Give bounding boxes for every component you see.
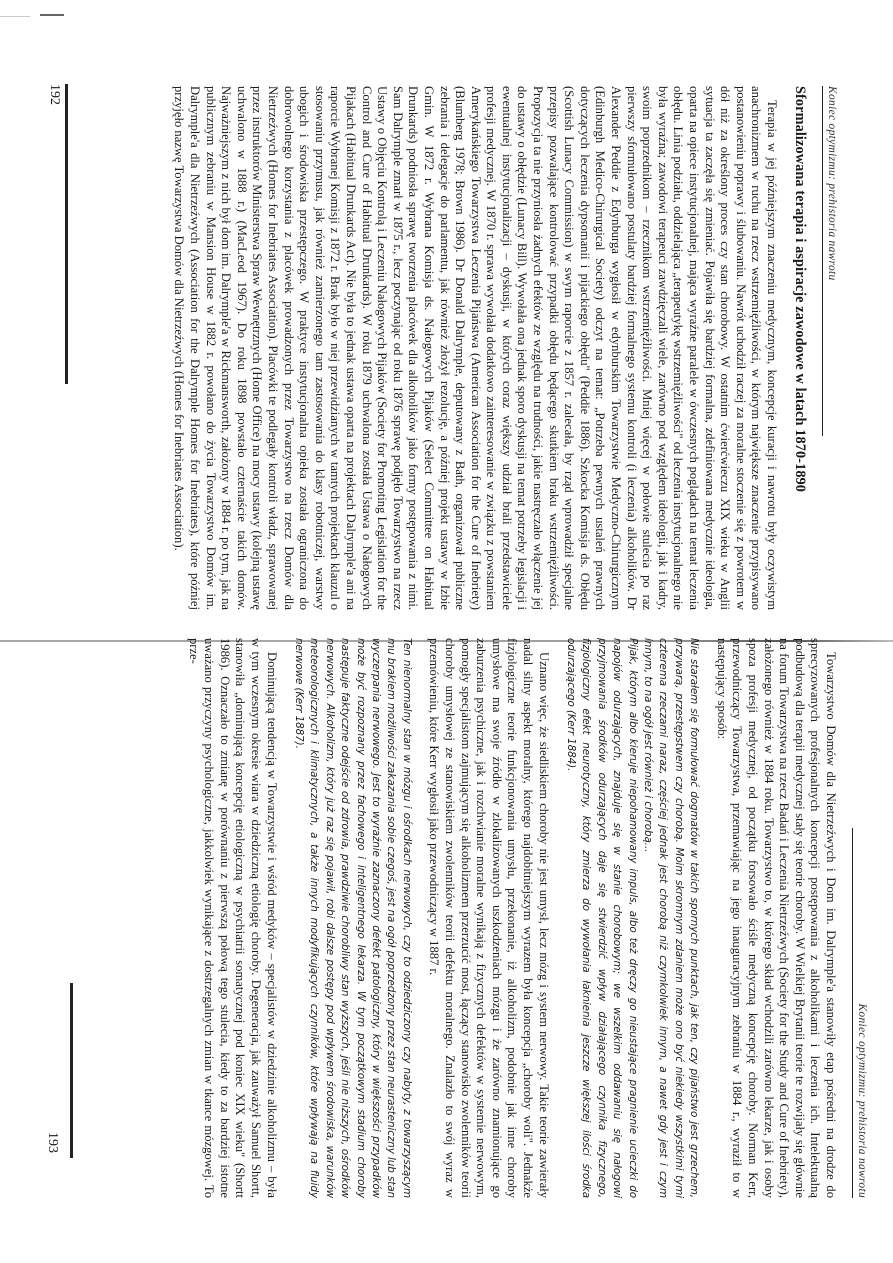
scan-artifact — [0, 16, 30, 17]
footer-rule — [71, 983, 74, 1158]
right-page — [28, 638, 868, 1198]
quote-paragraph: Nie starałem się formułować dogmatów w takich spornych punktach, jak ten, czy pijaństwo jest grzechem, przywarą, przestępstwem czy chorobą. Moim skromnym zdaniem może ono być niekiedy wszystkimi tymi czterema rzeczami naraz, częściej jednak jest chorobą niż czymkolwiek innym, a nawet gdy jest i czym innym, to na ogół jest również i chorobą... — [642, 638, 701, 1198]
left-page — [28, 86, 838, 610]
block-quote — [291, 638, 414, 1198]
quote-paragraph: Pijak, którym albo kieruje niepohamowany impuls, albo też dręczy go nieustające pragnienie ucieczki do napojów odurzających, znajduje się w stanie chorobowym; we wszelkim oddawaniu się nałogowi przyjmowania środków odurzających daje się stwierdzić wpływ działającego czynnika fizycznego, fizjologiczny efekt neurotyczny, który zmierza do wywołania łaknienia jeszcze większej ilości środka odurzającego (Kerr 1884). — [565, 638, 639, 1198]
body-paragraph: Uznano więc, że siedliskiem choroby nie jest umysł, lecz mózg i system nerwowy. Takie teorie zawierały nadal silny aspekt moralny, którego najdobitniejszym wyrazem była koncepcja „choroby woli". Jednakże fizjologiczne teorie funkcjonowania umysłu, przekonanie, iż alkoholizm, podobnie jak inne choroby umysłowe ma swoje źródło w zlokalizowanych uszkodzeniach mózgu i że zarówno znamionujące go zaburzenia psychiczne, jak i rozchwianie moralne wynikają z fizycznych defektów w systemie nerwowym, pomogły specjalistom zajmującym się alkoholizmem przerzucić most, łączący stanowisko zwolenników teorii choroby umysłowej ze stanowiskiem zwolenników teorii defektu moralnego. Znalazło to swój wyraz w przemówieniu, które Kerr wygłosił jako przewodniczący w 1887 r. — [427, 638, 551, 1198]
body-paragraph: Terapia w jej późniejszym znaczeniu medycznym, koncepcje kuracji i nawrotu były oczywistym anachronizmem w ruchu na rzecz wstrzemięźliwości, w którym największe znaczenie przypisywano postanowieniu poprawy i ślubowaniu. Nawrót uchodził raczej za moralne stoczenie się z powrotem w dół niż za określony proces czy stan chorobowy. W ostatnim ćwierćwieczu XIX wieku w Anglii sytuacja ta zaczęła się zmieniać. Pojawiła się bardziej formalna, zdefiniowana medycznie ideologia, oparta na opiece instytucjonalnej, mająca wyraźne paralele w ówczesnych poglądach na temat leczenia obłędu. Linia podziału, oddzielająca „terapeutykę wstrzemięźliwości" od leczenia instytucjonalnego nie była wyraźna; zawodowi terapeuci zawdzięczali wiele, zarówno pod względem ideologii, jak i kadry, swoim poprzednikom – rzecznikom wstrzemięźliwości. Mniej więcej w połowie stulecia po raz pierwszy sformułowano postulaty bardziej formalnego systemu kontroli (i leczenia) alkoholików. Dr Alexander Peddie z Edynburga wygłosił w edynburskim Towarzystwie Medyczno-Chirurgicznym (Edinburgh Medico-Chirurgical Society) odczyt na temat: „Potrzeba pewnych ustaleń prawnych dotyczących leczenia dypsomanii i pijackiego obłędu" (Peddie 1886). Szkocka Komisja ds. Obłędu (Scottish Lunacy Commission) w swym raporcie z 1857 r. zalecała, by rząd wprowadził specjalne przepisy pozwalające kontrolować przypadki obłędu będącego skutkiem braku wstrzemięźliwości. Propozycja ta nie przyniosła żadnych efektów ze względu na trudności, jakie nastręczało włączenie jej do ustawy o obłędzie (Lunacy Bill). Wywołała ona jednak sporo dyskusji na temat potrzeby legislacji i ewentualnej instytucjonalizacji – dyskusji, w których coraz większy udział brali przedstawiciele profesji medycznej. W 1870 r. sprawa wywołała dodatkowo zainteresowanie w związku z powstaniem Amerykańskiego Towarzystwa Leczenia Pijaństwa (American Association for the Cure of Inebriety) (Blumberg 1978; Brown 1986). Dr Donald Dalrymple, deputowany z Bath, organizował publiczne zebrania i delegacje do parlamentu, jak również złożył rezolucję, a później projekt ustawy w Izbie Gmin. W 1872 r. Wybrana Komisja ds. Nałogowych Pijaków (Select Committee on Habitual Drunkards) podniosła sprawę tworzenia placówek dla alkoholików jako formy postępowania z nimi. Sam Dalrymple zmarł w 1875 r., lecz poczynając od roku 1876 sprawę podjęło Towarzystwo na rzecz Ustawy o Objęciu Kontrolą i Leczeniu Nałogowych Pijaków (Society for Promoting Legislation for the Control and Cure of Habitual Drunkards). W roku 1879 uchwalona została Ustawa o Nałogowych Pijakach (Habitual Drunkards Act). Nie była to jednak ustawa oparta na projektach Dalrymple'a ani na raporcie Wybranej Komisji z 1872 r. Brak było w niej przewidzianych w tamtych projektach klauzul o stosowaniu przymusu, jak również zamierzonego tam zastosowania do klasy robotniczej, warstwy ubogich i środowiska przestępczego. W praktyce instytucjonalna opieka została ograniczona do dobrowolnego korzystania z placówek prowadzonych przez Towarzystwo na rzecz Domów dla Nietrzeźwych (Homes for Inebriates Association). Placówki te podlegały kontroli władz, sprawowanej przez instruktorów Ministerstwa Spraw Wewnętrznych (Home Office) na mocy ustawy (kolejną ustawę uchwalono w 1888 r.) (MacLeod 1967). Do roku 1898 powstało czternaście takich domów. Najważniejszym z nich był dom im. Dalrymple'a w Rickmansworth, założony w 1884 r. po tym, jak na publicznym zebraniu w Mansion House w 1882 r. powołano do życia Towarzystwo Domów im. Dalrymple'a dla Nietrzeźwych (Association for the Dalrymple Homes for Inebriates), które później przyjęło nazwę Towarzystwa Domów dla Nietrzeźwych (Homes for Inebriates Association). — [172, 86, 779, 610]
block-quote — [563, 638, 702, 1198]
body-paragraph: Towarzystwo Domów dla Nietrzeźwych i Dom im. Dalrymple'a stanowiły etap pośredni na drodze do sprecyzowanych profesjonalnych koncepcji postępowania z alkoholikami i leczenia ich. Intelektualną podbudową dla terapii medycznej stały się teorie choroby. W Wielkiej Brytanii teorie te rozwijały się głównie na forum Towarzystwa na rzecz Badań i Leczenia Nietrzeźwych (Society for the Study and Cure of Inebriety), założonego również w 1884 roku. Towarzystwo to, w którego skład wchodzili zarówno lekarze, jak i osoby spoza profesji medycznej, od początku forsowało ściśle medyczną koncepcję choroby. Norman Kerr, przewodniczący Towarzystwa, przemawiając na jego inauguracyjnym zebraniu w 1884 r., wyraził to w następujący sposób: — [714, 638, 838, 1198]
quote-paragraph: Ten nienormalny stan w mózgu i ośrodkach nerwowych, czy to odziedziczony czy nabyty, z towarzyszącym mu brakiem możliwości zakazania sobie czegoś, jest na ogół poprzedzony przez stan neurasteniczny lub stan wyczerpania nerwowego. Jest to wyraźnie zaznaczony defekt patologiczny, który w większości przypadków może być rozpoznany przez fachowego i inteligentnego lekarza. W tym początkowym stadium choroby następuje faktyczne odejście od zdrowia, prawdziwie chorobliwy stan wyższych, jeśli nie niższych, ośrodków nerwowych. Alkoholizm, który już raz się pojawił, robi dalsze postępy pod wpływem środowiska, warunków meteorologicznych i klimatycznych, a także innych modyfikujących czynników, które wpływają na fluidy nerwowe (Kerr 1887). — [293, 638, 413, 1198]
section-title: Sformalizowana terapia i aspiracje zawodowe w latach 1870-1890 — [792, 86, 808, 493]
page-number: 192 — [47, 84, 62, 105]
body-paragraph: Dominującą tendencją w Towarzystwie i wśród medyków – specjalistów w dziedzinie alkoholizmu – była w tym wczesnym okresie wiara w dziedziczną etiologię choroby. Degeneracja, jak zauważył Samuel Shortt, stanowiła „dominującą koncepcję etiologiczną w psychiatrii somatycznej pod koniec XIX wieku" (Shortt 1986). Oznaczało to zmianę w porównaniu z pierwszą połową tego stulecia, kiedy to za bardziej istotne uważano przyczyny psychologiczne, jakkolwiek wynikające z dostrzegalnych zmian w tkance mózgowej. To prze- — [186, 638, 279, 1198]
running-head: Koniec optymizmu: prehistoria nawrotu — [822, 86, 838, 436]
footer-rule — [66, 84, 69, 384]
scan-artifact — [40, 14, 64, 16]
running-head: Koniec optymizmu: prehistoria nawrotu — [852, 828, 868, 1198]
page-number: 193 — [45, 1132, 60, 1153]
